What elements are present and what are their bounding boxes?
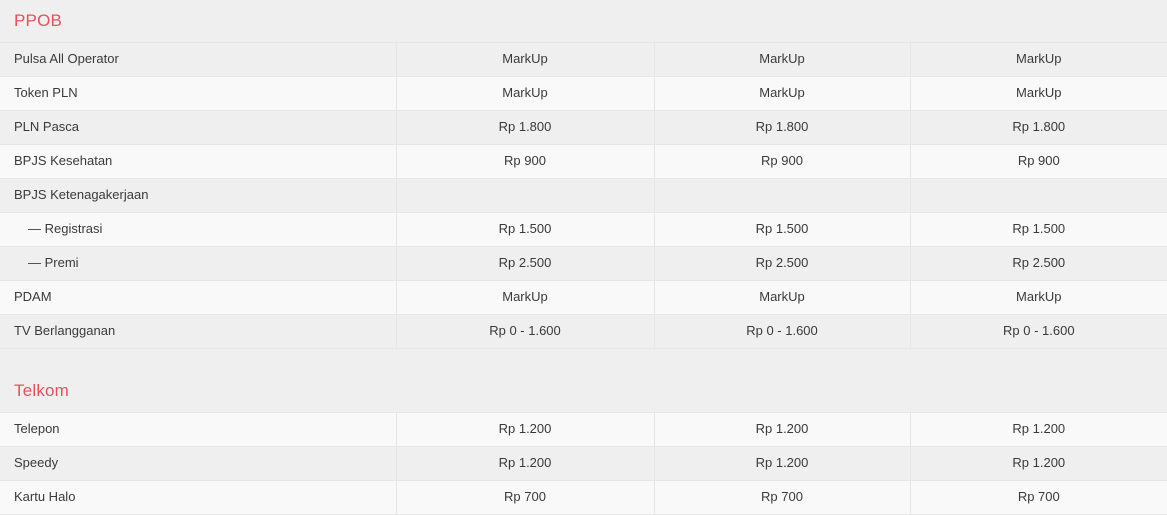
section-header-cell: [0, 370, 1167, 412]
price-cell: Rp 900: [910, 144, 1167, 178]
row-label: Speedy: [14, 455, 59, 470]
row-label: Telepon: [14, 421, 60, 436]
price-cell: Rp 1.200: [396, 412, 654, 446]
table-row: [0, 110, 1167, 144]
price-cell: Rp 0 - 1.600: [654, 314, 910, 348]
section-header-row: [0, 370, 1167, 412]
table-row: [0, 212, 1167, 246]
price-cell: Rp 1.800: [910, 110, 1167, 144]
price-cell: Rp 900: [396, 144, 654, 178]
price-cell: MarkUp: [910, 280, 1167, 314]
table-row: [0, 42, 1167, 76]
table-row: [0, 314, 1167, 348]
price-cell: Rp 1.500: [654, 212, 910, 246]
row-label: Token PLN: [14, 85, 78, 100]
price-cell: Rp 2.500: [654, 246, 910, 280]
table-row: [0, 144, 1167, 178]
table-row: [0, 480, 1167, 514]
price-cell: Rp 1.200: [654, 412, 910, 446]
price-cell-empty: [910, 178, 1167, 212]
price-cell: Rp 700: [654, 480, 910, 514]
row-label-cell: [0, 314, 396, 348]
price-cell: Rp 1.800: [654, 110, 910, 144]
row-label-cell: [0, 76, 396, 110]
price-cell: MarkUp: [654, 280, 910, 314]
row-label: Kartu Halo: [14, 489, 76, 504]
price-cell: Rp 1.200: [910, 412, 1167, 446]
section-spacer-row: [0, 348, 1167, 370]
table-row: [0, 246, 1167, 280]
row-label-cell: [0, 42, 396, 76]
price-cell: MarkUp: [910, 42, 1167, 76]
price-cell: MarkUp: [396, 280, 654, 314]
price-cell: Rp 1.800: [396, 110, 654, 144]
section-title: Telkom: [14, 380, 70, 400]
price-cell: MarkUp: [910, 76, 1167, 110]
price-cell: MarkUp: [654, 76, 910, 110]
row-label: — Premi: [28, 255, 79, 270]
price-cell: Rp 1.200: [396, 446, 654, 480]
table-row: [0, 76, 1167, 110]
row-label-cell: [0, 412, 396, 446]
row-label: PDAM: [14, 289, 52, 304]
row-label-cell: [0, 178, 396, 212]
section-header-row: [0, 0, 1167, 42]
row-label: — Registrasi: [28, 221, 103, 236]
price-cell: Rp 700: [910, 480, 1167, 514]
price-cell: MarkUp: [396, 76, 654, 110]
row-label-cell: [0, 110, 396, 144]
row-label: BPJS Kesehatan: [14, 153, 113, 168]
section-title: PPOB: [14, 10, 63, 30]
row-label-cell: [0, 246, 396, 280]
price-cell: MarkUp: [654, 42, 910, 76]
price-cell: Rp 1.500: [910, 212, 1167, 246]
table-row: [0, 446, 1167, 480]
price-cell: Rp 0 - 1.600: [396, 314, 654, 348]
row-label-cell: [0, 280, 396, 314]
price-cell: Rp 900: [654, 144, 910, 178]
price-cell: Rp 2.500: [396, 246, 654, 280]
row-label-cell: [0, 212, 396, 246]
row-label-cell: [0, 446, 396, 480]
row-label: Pulsa All Operator: [14, 51, 119, 66]
table-row: [0, 412, 1167, 446]
row-label-cell: [0, 144, 396, 178]
price-cell-empty: [396, 178, 654, 212]
section-spacer-cell: [0, 348, 1167, 370]
row-label-cell: [0, 480, 396, 514]
price-cell: Rp 1.200: [654, 446, 910, 480]
price-cell: Rp 2.500: [910, 246, 1167, 280]
row-label: BPJS Ketenagakerjaan: [14, 187, 149, 202]
price-cell: Rp 0 - 1.600: [910, 314, 1167, 348]
row-label: TV Berlangganan: [14, 323, 116, 338]
section-header-cell: [0, 0, 1167, 42]
price-cell: Rp 1.200: [910, 446, 1167, 480]
price-cell: MarkUp: [396, 42, 654, 76]
table-row: [0, 280, 1167, 314]
row-label: PLN Pasca: [14, 119, 80, 134]
table-row: [0, 178, 1167, 212]
price-cell-empty: [654, 178, 910, 212]
price-cell: Rp 700: [396, 480, 654, 514]
price-cell: Rp 1.500: [396, 212, 654, 246]
